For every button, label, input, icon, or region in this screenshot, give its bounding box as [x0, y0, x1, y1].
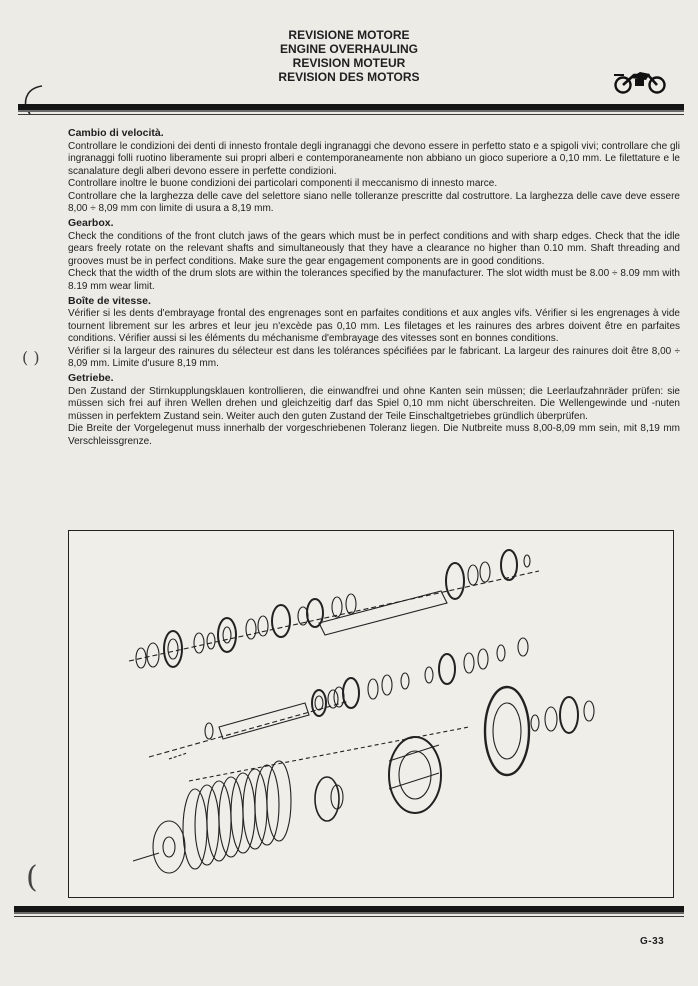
- clutch-plate-stack: [133, 753, 291, 873]
- header-rule-thin: [18, 114, 684, 115]
- footer-rule: [14, 906, 684, 914]
- margin-bracket-mark: ( ): [22, 348, 40, 367]
- header-title-fr: REVISION MOTEUR: [292, 56, 406, 70]
- header-title-de: REVISION DES MOTORS: [278, 70, 420, 84]
- paragraph: Check the conditions of the front clutch jaws of the gears which must be in perfect conditions and with sharp edges. Check that the idle gears freely rotate on the relevant shafts and simultaneously that they have a clearance no higher than 0.10 mm. Shaft threading and grooves must be in perfect conditions. Make sure the gear engagement components are in good conditions.: [68, 230, 680, 267]
- page-number: G-33: [640, 936, 665, 947]
- footer-rule-thin: [14, 916, 684, 917]
- paragraph: Controllare che la larghezza delle cave del selettore siano nelle tolleranze prescritte dal costruttore. La larghezza delle cave deve essere 8,00 ÷ 8,09 mm con limite di usura a 8,19 mm.: [68, 190, 680, 215]
- paragraph: Die Breite der Vorgelegenut muss innerhalb der vorgeschriebenen Toleranz liegen. Die Nutbreite muss 8,00-8,09 mm sein, mit 8,19 mm Verschleissgrenze.: [68, 423, 680, 447]
- body-text: [68, 126, 680, 448]
- section-gearbox: [68, 216, 680, 293]
- paragraph: Check that the width of the drum slots are within the tolerances specified by the manufacturer. The slot width must be 8.00 ÷ 8.09 mm with 8.19 mm wear limit.: [68, 268, 680, 292]
- paragraph: Controllare le condizioni dei denti di innesto frontale degli ingranaggi che devono essere in perfetto stato e a spigoli vivi; controllare che gli ingranaggi folli ruotino liberamente sui propri alberi e contemporaneamente non abbiano un gioco superiore a 0,10 mm. Le filettature e le scanalature degli alberi devono essere in perfette condizioni.: [68, 140, 680, 177]
- section-boite: [68, 294, 680, 371]
- clutch-assembly: [189, 687, 594, 821]
- section-heading-de: Getriebe.: [68, 372, 114, 384]
- section-cambio: [68, 126, 680, 216]
- middle-gear-row: [315, 638, 528, 710]
- section-heading-en: Gearbox.: [68, 217, 114, 230]
- paragraph: Vérifier si les dents d'embrayage frontal des engrenages sont en parfaites conditions et aux angles vifs. Vérifier si les engrenages à vide tournent librement sur les arbres et leur jeu n'excède pas 0,10 mm. Les filetages et les rainures des arbres doivent être en parfaites conditions. Vérifier aussi si les éléments du méchanisme d'embrayage des vitesses sont en bonnes conditions.: [68, 308, 680, 345]
- paragraph: Controllare inoltre le buone condizioni dei particolari componenti il meccanismo di innesto marce.: [68, 178, 498, 190]
- motorcycle-logo-icon: [610, 66, 670, 94]
- paragraph: Den Zustand der Stirnkupplungsklauen kontrollieren, die einwandfrei und ohne Kanten sein müssen; die Leerlaufzahnräder prüfen: sie müssen sich frei auf ihren Wellen drehen und gleichzeitig darf das Spiel 0,10 mm nicht überschreiten. Die Wellengewinde und -nuten müssen in perfektem Zustand sein. Weiter auch den guten Zustand der Teile Einschaltgetriebes gründlich überprüfen.: [68, 385, 680, 422]
- margin-bracket-mark: (: [26, 860, 38, 895]
- exploded-gearbox-figure: [68, 530, 674, 898]
- header-title-en: ENGINE OVERHAULING: [279, 42, 418, 56]
- exploded-gearbox-diagram-icon: [69, 531, 673, 897]
- paragraph: Vérifier si la largeur des rainures du sélecteur est dans les tolérances spécifiées par le fabricant. La largeur des rainures doit être 8,00 ÷ 8,09 mm. Limite d'usure 8,19 mm.: [68, 345, 680, 370]
- upper-gear-row: [136, 550, 530, 668]
- section-heading-it: Cambio di velocità.: [68, 127, 164, 139]
- page-header: [0, 28, 698, 84]
- section-getriebe: [68, 371, 680, 448]
- section-heading-fr: Boîte de vitesse.: [68, 294, 151, 307]
- header-rule: [18, 104, 684, 112]
- header-title-it: REVISIONE MOTORE: [288, 28, 410, 42]
